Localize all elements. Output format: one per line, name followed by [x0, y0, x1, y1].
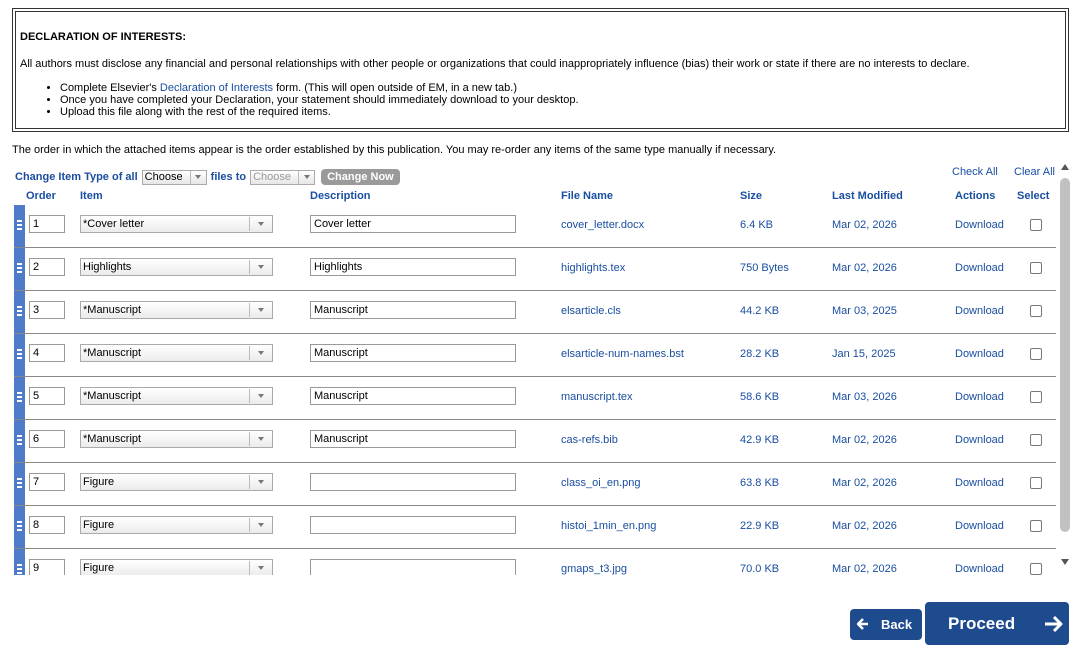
- item-type-value: *Manuscript: [83, 304, 142, 316]
- last-modified: Mar 02, 2026: [832, 262, 897, 274]
- chevron-down-icon: [249, 346, 272, 360]
- proceed-button[interactable]: [925, 602, 1069, 645]
- order-input[interactable]: 8: [29, 516, 65, 534]
- declaration-text: All authors must disclose any financial and personal relationships with other people or organizations that could inappropriately influence (bias) their work or state if there are no interests to declare.: [20, 58, 970, 70]
- header-last-modified[interactable]: Last Modified: [832, 190, 903, 202]
- last-modified: Mar 02, 2026: [832, 434, 897, 446]
- description-input[interactable]: [310, 473, 516, 491]
- file-size: 22.9 KB: [740, 520, 780, 532]
- item-type-select[interactable]: [80, 559, 273, 575]
- check-all-link[interactable]: Check All: [952, 166, 998, 178]
- header-select: Select: [1017, 190, 1050, 202]
- file-size: 42.9 KB: [740, 434, 780, 446]
- select-checkbox[interactable]: [1030, 305, 1042, 317]
- item-type-select[interactable]: [80, 387, 273, 405]
- download-link[interactable]: Download: [955, 391, 1004, 403]
- arrow-left-circle-icon: [856, 617, 870, 631]
- header-order[interactable]: Order: [26, 190, 56, 202]
- description-input[interactable]: [310, 516, 516, 534]
- item-type-select[interactable]: [80, 516, 273, 534]
- back-button-label: Back: [881, 617, 913, 632]
- table-scrollbar[interactable]: [1059, 164, 1071, 569]
- arrow-right-icon: [1043, 614, 1063, 634]
- item-type-value: Figure: [83, 476, 115, 488]
- file-name-link[interactable]: histoi_1min_en.png: [561, 520, 657, 532]
- proceed-button-label: Proceed: [948, 614, 1016, 633]
- select-checkbox[interactable]: [1030, 262, 1042, 274]
- header-actions: Actions: [955, 190, 996, 202]
- declaration-heading: DECLARATION OF INTERESTS:: [20, 31, 187, 43]
- description-input[interactable]: Manuscript: [310, 387, 516, 405]
- file-name-link[interactable]: elsarticle.cls: [561, 305, 621, 317]
- item-type-value: Highlights: [83, 261, 132, 273]
- drag-handle-icon[interactable]: [14, 506, 25, 548]
- download-link[interactable]: Download: [955, 219, 1004, 231]
- description-input[interactable]: [310, 559, 516, 575]
- file-name-link[interactable]: gmaps_t3.jpg: [561, 563, 628, 575]
- description-input[interactable]: Highlights: [310, 258, 516, 276]
- files-to-label: files to: [210, 171, 247, 183]
- file-name-link[interactable]: cover_letter.docx: [561, 219, 645, 231]
- instruction-1-prefix: Complete Elsevier's: [60, 82, 157, 94]
- header-description[interactable]: Description: [310, 190, 371, 202]
- header-item[interactable]: Item: [80, 190, 103, 202]
- order-input[interactable]: 1: [29, 215, 65, 233]
- from-type-select[interactable]: [142, 170, 207, 185]
- description-input[interactable]: Cover letter: [310, 215, 516, 233]
- item-type-value: Figure: [83, 562, 115, 574]
- instruction-1: [60, 82, 579, 94]
- last-modified: Mar 02, 2026: [832, 219, 897, 231]
- clear-all-link[interactable]: Clear All: [1014, 166, 1055, 178]
- table-row: [14, 334, 1056, 377]
- last-modified: Mar 02, 2026: [832, 520, 897, 532]
- download-link[interactable]: Download: [955, 348, 1004, 360]
- table-row: [14, 205, 1056, 248]
- chevron-down-icon: [249, 303, 272, 317]
- drag-handle-icon[interactable]: [14, 291, 25, 333]
- chevron-down-icon: [190, 171, 206, 184]
- last-modified: Jan 15, 2025: [832, 348, 896, 360]
- select-checkbox[interactable]: [1030, 391, 1042, 403]
- last-modified: Mar 03, 2025: [832, 305, 897, 317]
- header-file-name[interactable]: File Name: [561, 190, 613, 202]
- file-size: 28.2 KB: [740, 348, 780, 360]
- select-checkbox[interactable]: [1030, 520, 1042, 532]
- order-input[interactable]: 2: [29, 258, 65, 276]
- chevron-down-icon: [249, 260, 272, 274]
- item-type-select[interactable]: [80, 301, 273, 319]
- description-input[interactable]: Manuscript: [310, 301, 516, 319]
- item-type-select[interactable]: [80, 258, 273, 276]
- select-checkbox[interactable]: [1030, 434, 1042, 446]
- item-type-value: *Manuscript: [83, 390, 142, 402]
- last-modified: Mar 02, 2026: [832, 477, 897, 489]
- drag-handle-icon[interactable]: [14, 334, 25, 376]
- scroll-up-arrow-icon[interactable]: [1061, 164, 1069, 170]
- file-name-link[interactable]: class_oi_en.png: [561, 477, 641, 489]
- declaration-box: [12, 8, 1069, 132]
- order-input[interactable]: 3: [29, 301, 65, 319]
- file-name-link[interactable]: cas-refs.bib: [561, 434, 618, 446]
- declaration-of-interests-link[interactable]: Declaration of Interests: [159, 82, 274, 94]
- file-size: 6.4 KB: [740, 219, 774, 231]
- drag-handle-icon[interactable]: [14, 549, 25, 575]
- item-type-select[interactable]: [80, 344, 273, 362]
- file-size: 58.6 KB: [740, 391, 780, 403]
- file-name-link[interactable]: manuscript.tex: [561, 391, 633, 403]
- download-link[interactable]: Download: [955, 305, 1004, 317]
- item-type-value: *Manuscript: [83, 433, 142, 445]
- file-size: 750 Bytes: [740, 262, 789, 274]
- drag-handle-icon[interactable]: [14, 248, 25, 290]
- file-size: 63.8 KB: [740, 477, 780, 489]
- table-row: [14, 291, 1056, 334]
- file-name-link[interactable]: elsarticle-num-names.bst: [561, 348, 684, 360]
- change-now-button[interactable]: Change Now: [321, 169, 400, 185]
- header-size[interactable]: Size: [740, 190, 763, 202]
- attached-items-table: [14, 190, 1056, 575]
- download-link[interactable]: Download: [955, 563, 1004, 575]
- file-name-link[interactable]: highlights.tex: [561, 262, 626, 274]
- select-checkbox[interactable]: [1030, 348, 1042, 360]
- table-row: [14, 377, 1056, 420]
- instruction-2: • Once you have completed your Declaration, your statement should immediately download to your desktop.: [60, 94, 579, 106]
- drag-handle-icon[interactable]: [14, 377, 25, 419]
- back-button[interactable]: [850, 609, 922, 640]
- scrollbar-thumb[interactable]: [1060, 178, 1070, 532]
- order-input[interactable]: 7: [29, 473, 65, 491]
- chevron-down-icon: [298, 171, 314, 184]
- chevron-down-icon: [249, 518, 272, 532]
- download-link[interactable]: Download: [955, 477, 1004, 489]
- table-row: [14, 549, 1056, 575]
- instruction-3: • Upload this file along with the rest of the required items.: [60, 106, 579, 118]
- order-note: The order in which the attached items appear is the order established by this publication. You may re-order any items of the same type manually if necessary.: [12, 144, 777, 156]
- download-link[interactable]: Download: [955, 520, 1004, 532]
- order-input[interactable]: 4: [29, 344, 65, 362]
- item-type-value: Figure: [83, 519, 115, 531]
- drag-handle-icon[interactable]: [14, 420, 25, 462]
- chevron-down-icon: [249, 389, 272, 403]
- chevron-down-icon: [249, 432, 272, 446]
- table-row: [14, 463, 1056, 506]
- order-input[interactable]: 6: [29, 430, 65, 448]
- declaration-inner: [15, 11, 1066, 129]
- select-checkbox[interactable]: [1030, 563, 1042, 575]
- file-size: 70.0 KB: [740, 563, 780, 575]
- item-type-select[interactable]: [80, 473, 273, 491]
- table-row: [14, 506, 1056, 549]
- download-link[interactable]: Download: [955, 434, 1004, 446]
- drag-handle-icon[interactable]: [14, 463, 25, 505]
- chevron-down-icon: [249, 217, 272, 231]
- order-input[interactable]: 9: [29, 559, 65, 575]
- drag-handle-icon[interactable]: [14, 205, 25, 247]
- item-type-select[interactable]: [80, 430, 273, 448]
- last-modified: Mar 03, 2026: [832, 391, 897, 403]
- bulk-change-label: Change Item Type of all: [15, 171, 138, 183]
- item-type-value: *Manuscript: [83, 347, 142, 359]
- description-input[interactable]: Manuscript: [310, 344, 516, 362]
- table-row: [14, 420, 1056, 463]
- item-type-select[interactable]: [80, 215, 273, 233]
- download-link[interactable]: Download: [955, 262, 1004, 274]
- bulk-change-bar: [15, 168, 400, 186]
- to-type-select[interactable]: [250, 170, 315, 185]
- to-type-value: Choose: [253, 171, 292, 183]
- declaration-instructions: [20, 82, 579, 118]
- item-type-value: *Cover letter: [83, 218, 145, 230]
- select-checkbox[interactable]: [1030, 477, 1042, 489]
- from-type-value: Choose: [144, 171, 183, 183]
- instruction-1-suffix: form. (This will open outside of EM, in a new tab.): [276, 82, 517, 94]
- order-input[interactable]: 5: [29, 387, 65, 405]
- chevron-down-icon: [249, 561, 272, 575]
- description-input[interactable]: Manuscript: [310, 430, 516, 448]
- chevron-down-icon: [249, 475, 272, 489]
- scroll-down-arrow-icon[interactable]: [1061, 559, 1069, 565]
- table-row: [14, 248, 1056, 291]
- file-size: 44.2 KB: [740, 305, 780, 317]
- last-modified: Mar 02, 2026: [832, 563, 897, 575]
- select-checkbox[interactable]: [1030, 219, 1042, 231]
